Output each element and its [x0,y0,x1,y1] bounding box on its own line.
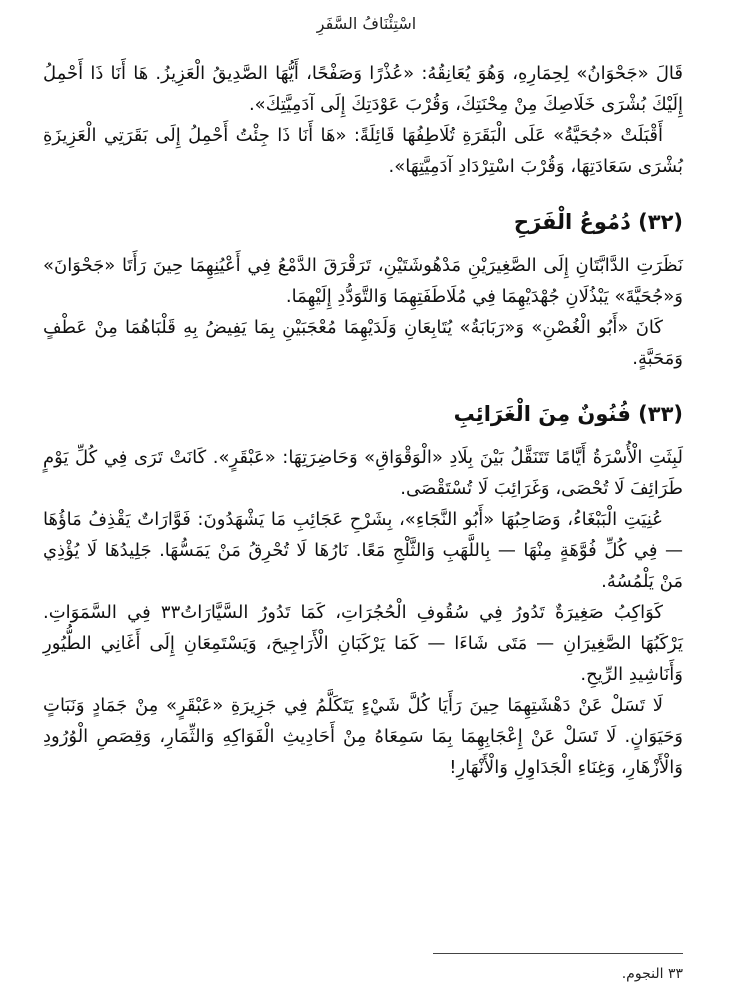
section-body-32 [43,250,683,374]
page-header-title: اسْتِئْنَافُ السَّفَرِ [316,14,417,33]
paragraph: كَانَ «أَبُو الْغُصْنِ» وَ«رَبَابَةُ» يُتَابِعَانِ وَلَدَيْهِمَا مُعْجَبَيْنِ بِمَا يَفِيضُ بِهِ قَلْبَاهُمَا مِنْ عَطْفٍ وَمَحَبَّةٍ. [43,317,683,369]
paragraph: عُنِيَتِ الْبَبْغَاءُ، وَصَاحِبُهَا «أَبُو النَّجَاءِ»، بِشَرْحِ عَجَائِبِ مَا يَشْهَدُونَ: فَوَّارَاتٌ يَقْذِفُ مَاؤُهَا — فِي كُلِّ فُوَّهَةٍ مِنْهَا — بِاللَّهَبِ وَالثَّلْجِ مَعًا. نَارُهَا لَا تُحْرِقُ مَنْ يَمَسُّهَا. جَلِيدُهَا لَا يُؤْذِي مَنْ يَلْمُسُهُ. [43,509,683,592]
section-title-32: (٣٢) دُمُوعُ الْفَرَحِ [513,210,683,234]
paragraph: لَبِثَتِ الْأُسْرَةُ أَيَّامًا تَتَنَقَّلُ بَيْنَ بِلَادِ «الْوَقْوَاقِ» وَحَاضِرَتِهَا: «عَبْقَرٍ». كَانَتْ تَرَى فِي كُلِّ يَوْمٍ طَرَائِفَ لَا تُحْصَى، وَغَرَائِبَ لَا تُسْتَقْصَى. [43,447,683,499]
intro-paragraph-1: قَالَ «جَحْوَانُ» لِحِمَارِهِ، وَهُوَ يُعَانِقُهُ: «عُذْرًا وَصَفْحًا، أَيُّهَا الصَّدِيقُ الْعَزِيزُ. هَا أَنَا ذَا أَحْمِلُ إِلَيْكَ بُشْرَى خَلَاصِكَ مِنْ مِحْنَتِكَ، وَقُرْبَ عَوْدَتِكَ إِلَى آدَمِيَّتِكَ». [43,63,683,115]
paragraph: كَوَاكِبُ صَغِيرَةٌ تَدُورُ فِي سُقُوفِ الْحُجُرَاتِ، كَمَا تَدُورُ السَّيَّارَاتُ٣٣ فِي السَّمَوَاتِ. يَرْكَبُهَا الصَّغِيرَانِ — مَتَى شَاءَا — كَمَا يَرْكَبَانِ الْأَرَاجِيحَ، وَيَسْتَمِعَانِ إِلَى أَغَانِي الطُّيُورِ وَأَنَاشِيدِ الرِّيحِ. [43,602,683,685]
intro-paragraph-2: أَقْبَلَتْ «جُحَيَّةُ» عَلَى الْبَقَرَةِ تُلَاطِفُهَا قَائِلَةً: «هَا أَنَا ذَا جِئْتُ أَحْمِلُ إِلَى بَقَرَتِي الْعَزِيزَةِ بُشْرَى سَعَادَتِهَا، وَقُرْبَ اسْتِرْدَادِ آدَمِيَّتِهَا». [43,125,683,177]
footnote: ٣٣ النجوم. [621,966,683,982]
paragraph: لَا تَسَلْ عَنْ دَهْشَتِهِمَا حِينَ رَأَيَا كُلَّ شَيْءٍ يَتَكَلَّمُ فِي جَزِيرَةِ «عَبْقَرٍ» مِنْ جَمَادٍ وَنَبَاتٍ وَحَيَوَانٍ. لَا تَسَلْ عَنْ إِعْجَابِهِمَا بِمَا سَمِعَاهُ مِنْ أَحَادِيثِ الْفَوَاكِهِ وَالثِّمَارِ، وَقِصَصِ الْوُرُودِ وَالْأَزْهَارِ، وَغِنَاءِ الْجَدَاوِلِ وَالْأَنْهَارِ! [43,695,683,778]
paragraph: نَظَرَتِ الدَّابَّتَانِ إِلَى الصَّغِيرَيْنِ مَدْهُوشَتَيْنِ، تَرَقْرَقَ الدَّمْعُ فِي أَعْيُنِهِمَا حِينَ رَأَتَا «جَحْوَانَ» وَ«جُحَيَّةَ» يَبْذُلَانِ جُهْدَيْهِمَا فِي مُلَاطَفَتِهِمَا وَالتَّوَدُّدِ إِلَيْهِمَا. [43,255,683,307]
section-title-33: (٣٣) فُنُونٌ مِنَ الْغَرَائِبِ [453,402,683,426]
footnote-divider [433,953,683,954]
page-content [43,58,683,783]
section-body-33 [43,442,683,783]
